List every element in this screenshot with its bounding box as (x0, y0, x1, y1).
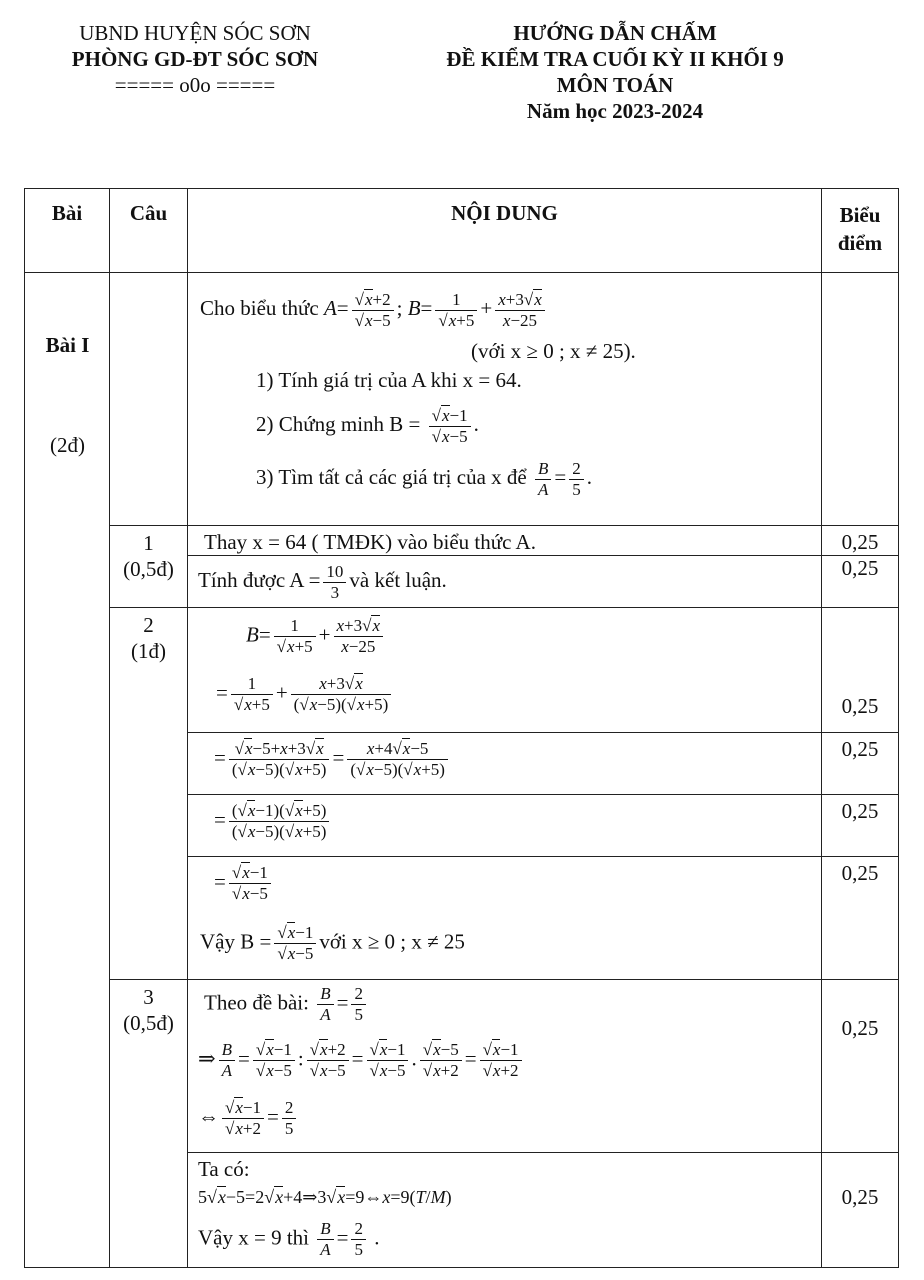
bai-cell (25, 273, 110, 1268)
cau-1 (110, 526, 188, 608)
question-2: 2) Chứng minh B = (256, 412, 421, 436)
score: 0,25 (841, 694, 879, 718)
c2-score3 (822, 795, 899, 857)
c2-conclusion-b: với x ≥ 0 ; x ≠ 25 (319, 929, 465, 954)
c1-step1 (188, 526, 822, 556)
c1-line2b: và kết luận. (349, 568, 447, 592)
c2-conclusion-a: Vậy B = (200, 929, 272, 954)
c3-line1: Theo đề bài: (204, 990, 309, 1015)
c1-step2 (188, 556, 822, 608)
department-name: PHÒNG GD-ĐT SÓC SƠN (71, 47, 319, 71)
score: 0,25 (841, 530, 879, 554)
col-noidung-header (188, 189, 822, 273)
c2-step4: = $\frac{√x-1}{√x-5}$ Vậy B = $\frac{√x-1}{√x-5}$ với x ≥ 0 ; x ≠ 25 (188, 857, 822, 980)
district-name: UBND HUYỆN SÓC SƠN (79, 21, 311, 45)
score-empty (822, 273, 899, 526)
col-bai-label: Bài (51, 201, 83, 225)
c3-final-a: Vậy x = 9 thì (198, 1225, 309, 1250)
col-noidung-label: NỘI DUNG (451, 201, 558, 225)
score: 0,25 (841, 556, 879, 580)
c2-score4 (822, 857, 899, 980)
cau-2 (110, 608, 188, 980)
score: 0,25 (841, 861, 879, 885)
cau-1-num: 1 (143, 531, 154, 555)
c3-step2: Ta có: 5√x−5=2√x+4⇒3√x=9⇔x=9(T/M) Vậy x = 9 thì $\frac{B}{A}$ = $\frac{2}{5}$ . (188, 1153, 822, 1268)
separator: ===== o0o ===== (114, 73, 276, 97)
c3-step1: Theo đề bài: $\frac{B}{A}$ = $\frac{2}{5}$ ⇒ $\frac{B}{A}$ = $\frac{√x-1}{√x-5}$ : $\frac{√x+2}{√x-5}$ = $\frac{√x-1}{√x-5}$ . $\frac{√x-5}{√x+2}$ = $\frac{√x-1}{√x+2}$ ⇔ $\frac{√x-1}{√x+2}$ = $\frac{2}{5}$ (188, 980, 822, 1153)
c2-score2 (822, 733, 899, 795)
c3-taco: Ta có: (198, 1157, 250, 1181)
school-year: Năm học 2023-2024 (526, 99, 704, 123)
cau-3-num: 3 (143, 985, 154, 1009)
c1-line2a: Tính được A = (198, 568, 321, 592)
score: 0,25 (841, 799, 879, 823)
expr-A: A= $\frac{√x+2}{√x-5}$ ; B= $\frac{1}{√x+5}$ + $\frac{x+3√x}{x-25}$ (324, 296, 548, 320)
c3-score2 (822, 1153, 899, 1268)
question-3: 3) Tìm tất cả các giá trị của x để (256, 465, 527, 489)
question-1: 1) Tính giá trị của A khi x = 64. (256, 368, 522, 392)
c2-step3: = $\frac{(√x-1)(√x+5)}{(√x-5)(√x+5)}$ (188, 795, 822, 857)
condition-text: (với x ≥ 0 ; x ≠ 25). (471, 339, 636, 363)
col-cau-label: Câu (129, 201, 168, 225)
bai-points: (2đ) (50, 433, 85, 457)
problem-statement: Cho biểu thức A= $\frac{√x+2}{√x-5}$ ; B= $\frac{1}{√x+5}$ + $\frac{x+3√x}{x-25}$ (với x ≥ 0 ; x ≠ 25). 1) Tính giá trị của A khi x = 64. 2) Chứng minh B = $\frac{√x-1}{√x-5}$ . 3) Tìm tất cả các giá trị của x để $\frac{B}{A}$ = $\frac{2}{5}$ . (188, 273, 822, 526)
c2-step2: = $\frac{√x-5+x+3√x}{(√x-5)(√x+5)}$ = $\frac{x+4√x-5}{(√x-5)(√x+5)}$ (188, 733, 822, 795)
c1-score1 (822, 526, 899, 556)
score: 0,25 (841, 1185, 879, 1209)
col-bieudiem-header (822, 189, 899, 273)
cau-1-points: (0,5đ) (123, 557, 174, 581)
c1-score2 (822, 556, 899, 608)
fraction-num: 10 (323, 562, 346, 583)
grading-table (24, 188, 899, 1268)
col-bieu-label: Biểu (839, 203, 881, 227)
score: 0,25 (841, 737, 879, 761)
doc-title: HƯỚNG DẪN CHẤM (513, 21, 717, 45)
fraction-den: 3 (330, 582, 340, 602)
header-left (50, 20, 340, 98)
intro-text: Cho biểu thức (200, 296, 319, 320)
c3-score1 (822, 980, 899, 1153)
col-cau-header (110, 189, 188, 273)
subject: MÔN TOÁN (556, 73, 674, 97)
col-bai-header (25, 189, 110, 273)
cau-3 (110, 980, 188, 1268)
cau-2-points: (1đ) (131, 639, 166, 663)
cau-2-num: 2 (143, 613, 154, 637)
bai-label: Bài I (45, 333, 90, 357)
cau-3-points: (0,5đ) (123, 1011, 174, 1035)
c2-score1 (822, 608, 899, 733)
score: 0,25 (841, 1016, 879, 1040)
c2-step1: B= $\frac{1}{√x+5}$ + $\frac{x+3√x}{x-25}$ = $\frac{1}{√x+5}$ + $\frac{x+3√x}{(√x-5)(√x+5)}$ (188, 608, 822, 733)
c1-line1: Thay x = 64 ( TMĐK) vào biểu thức A. (204, 530, 536, 554)
cau-empty (110, 273, 188, 526)
header-right (380, 20, 850, 124)
exam-title: ĐỀ KIỂM TRA CUỐI KỲ II KHỐI 9 (446, 47, 784, 71)
col-diem-label: điểm (837, 231, 883, 255)
